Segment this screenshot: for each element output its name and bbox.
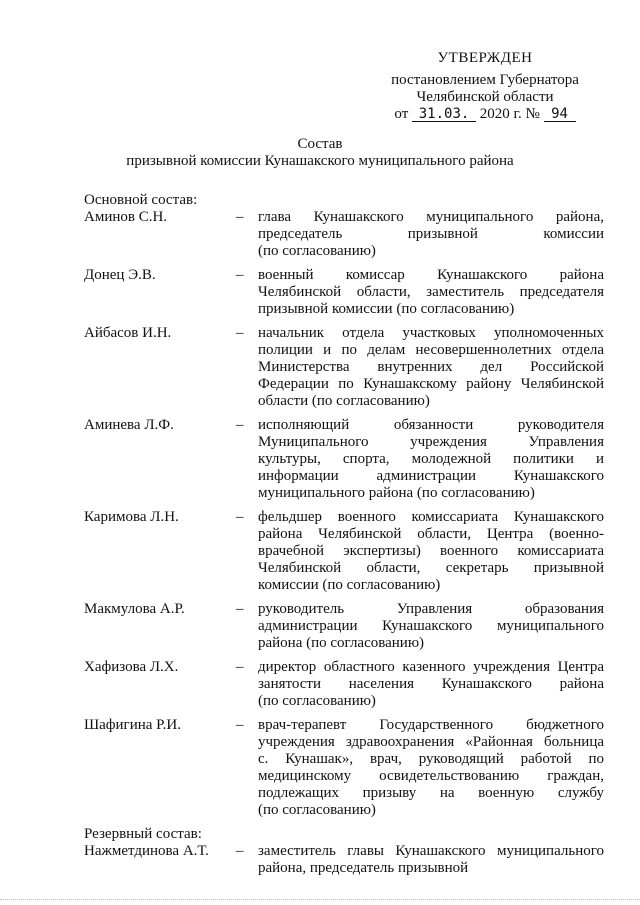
member-position — [258, 509, 604, 594]
commission-list — [84, 192, 604, 884]
member-position — [258, 325, 604, 410]
member-position-line: комиссии (по согласованию) — [258, 577, 441, 593]
date-value: 31.03. — [412, 107, 476, 122]
member-position-line: района (по согласованию) — [258, 635, 425, 651]
member-name: Аминов С.Н. — [84, 209, 168, 225]
member-position-line: муниципального района (по согласованию) — [258, 485, 535, 501]
member-position-line: врачебной экспертизы) военного комиссариата — [258, 543, 604, 559]
member-position-line: Министерства внутренних дел Российской — [258, 359, 604, 375]
approval-line-1: постановлением Губернатора — [391, 72, 579, 88]
member-position-line: (по согласованию) — [258, 693, 376, 709]
title-line-2: призывной комиссии Кунашакского муниципального района — [126, 153, 514, 169]
member-position-line: администрации Кунашакского муниципального — [258, 618, 604, 634]
member-position — [258, 267, 604, 318]
reserve-section-label: Резервный состав: — [84, 826, 202, 842]
member-position-line: занятости населения Кунашакского района — [258, 676, 604, 692]
member-name: Донец Э.В. — [84, 267, 156, 283]
member-row — [84, 417, 604, 502]
member-position-line: культуры, спорта, молодежной политики и — [258, 451, 604, 467]
member-position-line: Челябинской области, секретарь призывной — [258, 560, 604, 576]
member-row — [84, 659, 604, 710]
member-position-line: исполняющий обязанности руководителя — [258, 417, 604, 433]
page-edge-line — [0, 899, 640, 901]
member-row — [84, 717, 604, 819]
member-name: Каримова Л.Н. — [84, 509, 179, 525]
member-position-line: фельдшер военного комиссариата Кунашакского — [258, 509, 604, 525]
member-position-line: с. Кунашак», врач, руководящий работой по — [258, 751, 604, 767]
title-line-1: Состав — [297, 136, 343, 152]
member-position-line: призывной комиссии (по согласованию) — [258, 301, 515, 317]
member-dash: – — [236, 659, 244, 675]
member-position-line: глава Кунашакского муниципального района, — [258, 209, 604, 225]
main-members — [84, 209, 604, 819]
member-position-line: учреждения здравоохранения «Районная больница — [258, 734, 604, 750]
approval-date-line — [380, 106, 590, 123]
member-position-line: (по согласованию) — [258, 243, 376, 259]
reserve-members — [84, 843, 604, 877]
member-position-line: военный комиссар Кунашакского района — [258, 267, 604, 283]
member-name: Макмулова А.Р. — [84, 601, 185, 617]
member-dash: – — [236, 417, 244, 433]
member-position — [258, 209, 604, 260]
member-position-line: врач-терапевт Государственного бюджетного — [258, 717, 604, 733]
member-name: Хафизова Л.Х. — [84, 659, 179, 675]
number-value: 94 — [544, 107, 576, 122]
member-row — [84, 509, 604, 594]
member-position-line: Челябинской области, заместитель председателя — [258, 284, 604, 300]
member-position-line: заместитель главы Кунашакского муниципального — [258, 843, 604, 859]
member-position-line: района Челябинской области, Центра (военно- — [258, 526, 604, 542]
member-position — [258, 417, 604, 502]
member-row — [84, 209, 604, 260]
member-position-line: директор областного казенного учреждения Центра — [258, 659, 604, 675]
date-suffix: 2020 г. № — [479, 106, 540, 122]
member-position — [258, 843, 604, 877]
member-row — [84, 325, 604, 410]
member-dash: – — [236, 509, 244, 525]
member-position — [258, 659, 604, 710]
member-name: Нажметдинова А.Т. — [84, 843, 209, 859]
member-position-line: полиции и по делам несовершеннолетних отдела — [258, 342, 604, 358]
member-row — [84, 267, 604, 318]
member-name: Шафигина Р.И. — [84, 717, 181, 733]
member-position-line: медицинскому освидетельствованию граждан, — [258, 768, 604, 784]
member-position-line: подлежащих призыву на военную службу — [258, 785, 604, 801]
member-position-line: информации администрации Кунашакского — [258, 468, 604, 484]
date-prefix: от — [394, 106, 409, 122]
approval-line-2: Челябинской области — [416, 89, 554, 105]
member-dash: – — [236, 601, 244, 617]
approval-block — [380, 50, 590, 123]
member-row — [84, 601, 604, 652]
member-position-line: Федерации по Кунашакскому району Челябинской — [258, 376, 604, 392]
main-section-label: Основной состав: — [84, 192, 198, 208]
member-position-line: района, председатель призывной — [258, 860, 469, 876]
member-name: Аминева Л.Ф. — [84, 417, 174, 433]
member-position-line: руководитель Управления образования — [258, 601, 604, 617]
member-dash: – — [236, 717, 244, 733]
document-title — [0, 136, 640, 170]
member-position-line: начальник отдела участковых уполномоченных — [258, 325, 604, 341]
member-name: Айбасов И.Н. — [84, 325, 172, 341]
member-position-line: председатель призывной комиссии — [258, 226, 604, 242]
member-position-line: (по согласованию) — [258, 802, 376, 818]
member-row — [84, 843, 604, 877]
member-dash: – — [236, 267, 244, 283]
member-dash: – — [236, 843, 244, 859]
member-dash: – — [236, 325, 244, 341]
member-position-line: области (по согласованию) — [258, 393, 430, 409]
approval-heading: УТВЕРЖДЕН — [437, 50, 533, 66]
member-dash: – — [236, 209, 244, 225]
member-position-line: Муниципального учреждения Управления — [258, 434, 604, 450]
member-position — [258, 717, 604, 819]
member-position — [258, 601, 604, 652]
